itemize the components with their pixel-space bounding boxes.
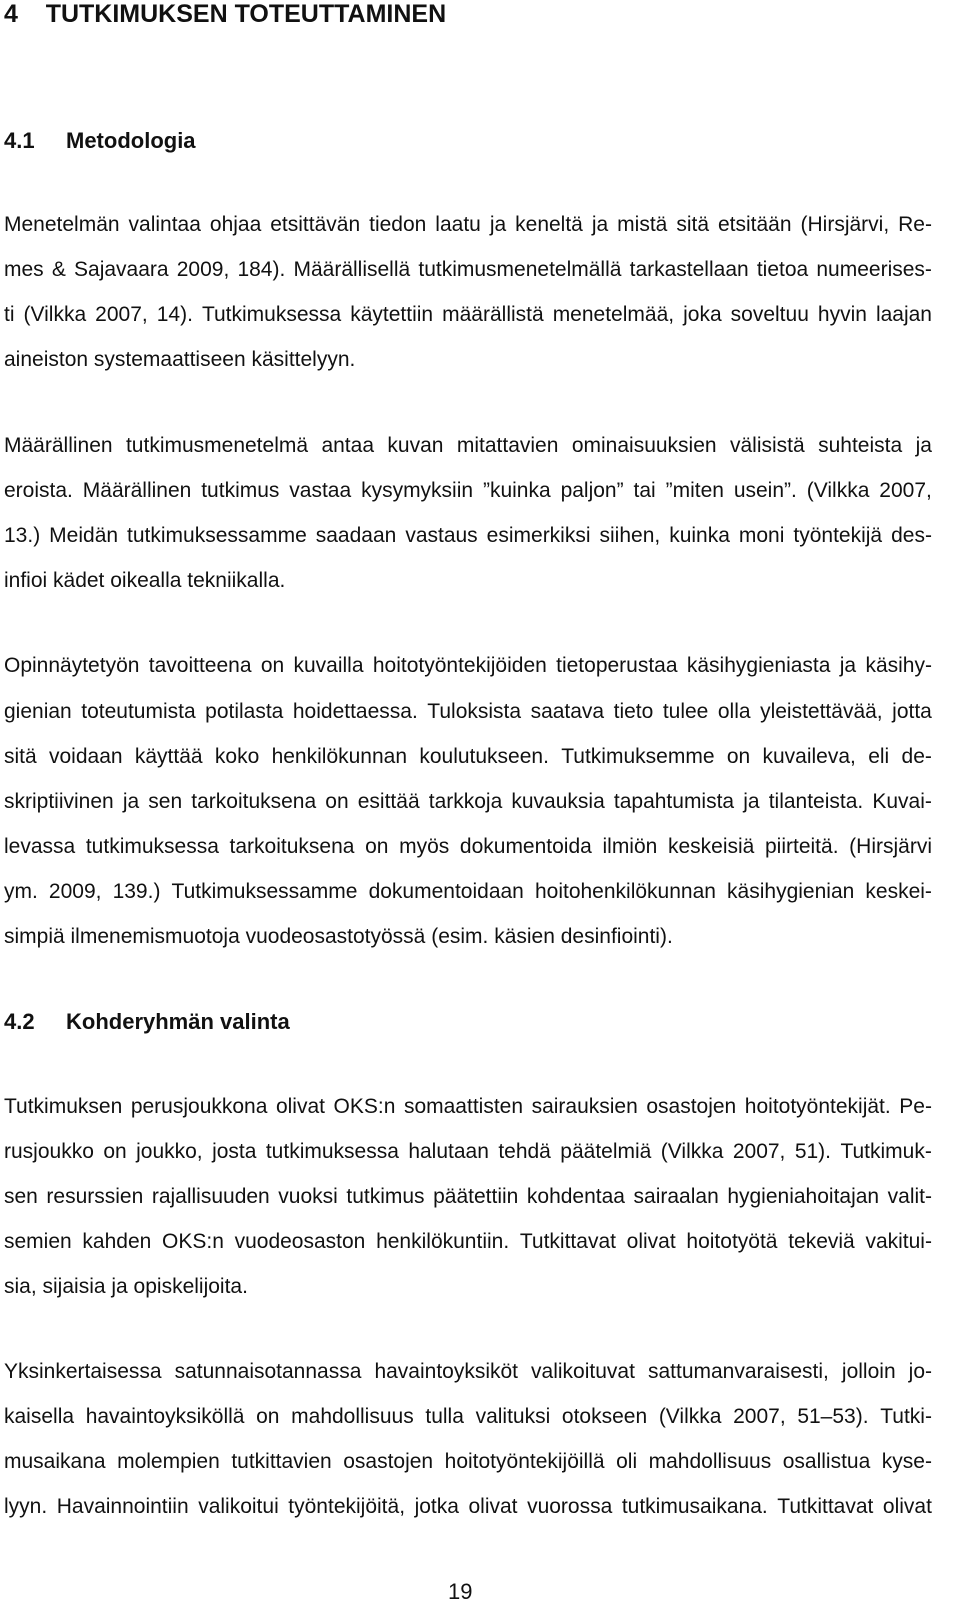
word: esimerkiksi	[486, 524, 591, 547]
word: Tuloksista	[427, 700, 522, 723]
word: tutkimuksessamme	[127, 524, 307, 547]
paragraph-2-line	[4, 432, 932, 460]
word: on	[103, 1140, 127, 1163]
chapter-heading	[4, 0, 446, 28]
word: Määrällisellä	[293, 258, 411, 281]
word: on	[325, 790, 349, 813]
word: 2007,	[95, 303, 148, 326]
word: hygieniahoitajan	[727, 1185, 880, 1208]
section-heading-4-2	[4, 1008, 290, 1036]
word: rajallisuuden	[151, 1185, 270, 1208]
word: tai	[633, 479, 656, 502]
word: ilmiön	[602, 835, 658, 858]
word: 51).	[794, 1140, 832, 1163]
paragraph-5-line	[4, 1448, 932, 1476]
word: on	[726, 745, 751, 768]
word: laajan	[875, 303, 932, 326]
paragraph-1-line: aineiston systemaattiseen käsittelyyn.	[4, 348, 356, 371]
word: Määrällinen	[4, 434, 113, 457]
word: lyyn.	[4, 1495, 48, 1518]
word: käsihygienian	[727, 880, 855, 903]
paragraph-1-line	[4, 301, 932, 329]
word: dokumentoida	[459, 835, 592, 858]
word: jotka	[414, 1495, 459, 1518]
word: tutkimusmenetelmä	[125, 434, 309, 457]
word: valit-	[887, 1185, 932, 1208]
word: tutkimus	[346, 1185, 425, 1208]
word: tarkoituksena	[229, 835, 355, 858]
paragraph-1-line	[4, 256, 932, 284]
word: vastaa	[289, 479, 352, 502]
word: Sajavaara	[74, 258, 169, 281]
word: somaattisten	[403, 1095, 524, 1118]
word: valikoituvat	[531, 1360, 635, 1383]
word: valituksi	[475, 1405, 551, 1428]
paragraph-4-line	[4, 1183, 932, 1211]
section-title: Kohderyhmän valinta	[66, 1009, 290, 1034]
word: Tutkimuk-	[840, 1140, 932, 1163]
word: olla	[717, 700, 751, 723]
word: ominaisuuksien	[571, 434, 717, 457]
word: etsittävän	[270, 213, 361, 236]
word: perusjoukkona	[130, 1095, 268, 1118]
word: kuinka	[669, 524, 730, 547]
chapter-title: TUTKIMUKSEN TOTEUTTAMINEN	[45, 0, 447, 28]
word: OKS:n	[333, 1095, 396, 1118]
word: hyvin	[817, 303, 867, 326]
word: 139.)	[112, 880, 161, 903]
word: Kuvai-	[872, 790, 932, 813]
paragraph-3-line	[4, 878, 932, 906]
word: tiedon	[369, 213, 427, 236]
word: havaintoyksiköt	[374, 1360, 519, 1383]
paragraph-3-line	[4, 833, 932, 861]
word: sitä	[676, 213, 709, 236]
word: kuvaileva,	[762, 745, 856, 768]
word: saatava	[530, 700, 605, 723]
word: josta	[212, 1140, 257, 1163]
word: jo-	[908, 1360, 932, 1383]
word: (Vilkka	[23, 303, 87, 326]
word: valintaa	[128, 213, 201, 236]
word: tulee	[662, 700, 709, 723]
word: Tutkimuksessa	[201, 303, 342, 326]
word: hoitotyöntekijät.	[744, 1095, 891, 1118]
word: moni	[738, 524, 785, 547]
word: osallistua	[782, 1450, 871, 1473]
word: tavoitteena	[148, 654, 252, 677]
word: esittää	[357, 790, 420, 813]
paragraph-4-line	[4, 1228, 932, 1256]
section-number: 4.1	[4, 128, 35, 153]
paragraph-2-line: infioi kädet oikealla tekniikalla.	[4, 569, 286, 592]
word: vuoksi	[278, 1185, 338, 1208]
word: eroista.	[4, 479, 73, 502]
word: skriptiivinen	[4, 790, 114, 813]
word: 51–53).	[797, 1405, 869, 1428]
word: vuorossa	[527, 1495, 613, 1518]
paragraph-3-line: simpiä ilmenemismuotoja vuodeosastotyössä (esim. käsien desinfiointi).	[4, 925, 673, 948]
word: 13.)	[4, 524, 41, 547]
word: tutkimusmenetelmällä	[418, 258, 622, 281]
word: kahden	[82, 1230, 152, 1253]
word: päätelmiä	[560, 1140, 652, 1163]
word: 2007,	[879, 479, 932, 502]
word: Yksinkertaisessa	[4, 1360, 162, 1383]
word: semien	[4, 1230, 72, 1253]
word: olivat	[468, 1495, 518, 1518]
word: Meidän	[49, 524, 119, 547]
word: ti	[4, 303, 15, 326]
word: myös	[399, 835, 450, 858]
word: sen	[4, 1185, 38, 1208]
word: tapahtumista	[613, 790, 735, 813]
word: etsitään	[717, 213, 792, 236]
word: numeerises-	[816, 258, 932, 281]
word: osastojen	[646, 1095, 737, 1118]
word: jotta	[892, 700, 932, 723]
word: tutkimuksessa	[85, 835, 219, 858]
word: joukko,	[136, 1140, 203, 1163]
word: tarkastellaan	[629, 258, 749, 281]
word: Tutkimuksen	[4, 1095, 123, 1118]
word: vuodeosaston	[234, 1230, 366, 1253]
word: keskeisiä	[667, 835, 755, 858]
word: de-	[901, 745, 932, 768]
word: määrällistä	[442, 303, 544, 326]
word: voidaan	[49, 745, 123, 768]
word: on	[256, 1405, 280, 1428]
word: koko	[214, 745, 260, 768]
word: joka	[683, 303, 722, 326]
word: kuvan	[387, 434, 444, 457]
word: tieto	[613, 700, 654, 723]
word: kuvauksia	[511, 790, 605, 813]
word: paljon”	[560, 479, 624, 502]
word: (Vilkka	[658, 1405, 722, 1428]
word: tarkkoja	[428, 790, 503, 813]
paragraph-3-line	[4, 652, 932, 680]
word: kaisella	[4, 1405, 75, 1428]
word: tutkimusaikana.	[621, 1495, 768, 1518]
word: käyttää	[134, 745, 203, 768]
word: vakitui-	[865, 1230, 932, 1253]
chapter-number: 4	[4, 0, 18, 28]
word: vastaus	[405, 524, 478, 547]
word: olivat	[275, 1095, 325, 1118]
word: (Hirsjärvi	[849, 835, 932, 858]
word: dokumentoidaan	[368, 880, 524, 903]
word: toteutumista	[81, 700, 196, 723]
word: henkilökunnan	[271, 745, 408, 768]
section-number: 4.2	[4, 1009, 35, 1034]
word: hoitotyötä	[686, 1230, 778, 1253]
word: hoitotyöntekijöiden	[372, 654, 547, 677]
word: on	[365, 835, 389, 858]
word: työntekijä	[793, 524, 883, 547]
paragraph-3-line	[4, 698, 932, 726]
word: antaa	[321, 434, 375, 457]
word: Tutkimuksessamme	[171, 880, 358, 903]
word: havaintoyksiköllä	[85, 1405, 245, 1428]
word: kuvailla	[293, 654, 364, 677]
word: (Vilkka	[806, 479, 870, 502]
word: oli	[616, 1450, 638, 1473]
word: tulla	[425, 1405, 464, 1428]
word: tekeviä	[788, 1230, 855, 1253]
word: ja	[122, 790, 140, 813]
paragraph-2-line	[4, 522, 932, 550]
paragraph-5-line	[4, 1403, 932, 1431]
word: kysymyksiin	[361, 479, 474, 502]
word: käsihygieniasta	[686, 654, 831, 677]
word: ohjaa	[209, 213, 262, 236]
word: päätettiin	[433, 1185, 519, 1208]
word: koulutukseen.	[419, 745, 549, 768]
word: on	[260, 654, 285, 677]
word: (Vilkka	[660, 1140, 724, 1163]
word: laatu	[435, 213, 481, 236]
word: des-	[891, 524, 932, 547]
word: henkilökuntiin.	[376, 1230, 510, 1253]
word: tarkoituksena	[191, 790, 317, 813]
paragraph-2-line	[4, 477, 932, 505]
word: halutaan	[408, 1140, 489, 1163]
word: usein”.	[733, 479, 797, 502]
word: mitattavien	[456, 434, 559, 457]
word: tutkimus	[201, 479, 280, 502]
word: 2009,	[176, 258, 230, 281]
word: eli	[868, 745, 890, 768]
section-heading-4-1	[4, 127, 196, 155]
word: 2007,	[732, 1140, 786, 1163]
paragraph-3-line	[4, 788, 932, 816]
word: siihen,	[599, 524, 661, 547]
word: 184).	[237, 258, 286, 281]
word: suhteista	[818, 434, 903, 457]
word: molempien	[117, 1450, 220, 1473]
word: mahdollisuus	[648, 1450, 772, 1473]
word: käytettiin	[350, 303, 434, 326]
word: (Hirsjärvi,	[800, 213, 890, 236]
word: valikoitui	[198, 1495, 279, 1518]
word: yleistettävää,	[760, 700, 883, 723]
word: Tutkittavat	[777, 1495, 874, 1518]
word: sen	[148, 790, 183, 813]
word: OKS:n	[162, 1230, 224, 1253]
word: ”kuinka	[482, 479, 551, 502]
word: jolloin	[841, 1360, 896, 1383]
word: Tutkittavat	[519, 1230, 616, 1253]
word: ”miten	[665, 479, 724, 502]
word: ja	[489, 213, 507, 236]
paragraph-4-line: sia, sijaisia ja opiskelijoita.	[4, 1275, 248, 1298]
word: tehdä	[498, 1140, 551, 1163]
word: olivat	[626, 1230, 676, 1253]
word: käsihy-	[865, 654, 932, 677]
word: potilasta	[205, 700, 284, 723]
word: tutkimuksessa	[265, 1140, 399, 1163]
word: satunnaisotannassa	[174, 1360, 362, 1383]
word: Pe-	[899, 1095, 932, 1118]
word: osastojen	[343, 1450, 434, 1473]
word: saadaan	[315, 524, 397, 547]
word: Opinnäytetyön	[4, 654, 140, 677]
word: ja	[915, 434, 932, 457]
word: Menetelmän	[4, 213, 120, 236]
page-number: 19	[448, 1579, 473, 1604]
word: resurssien	[46, 1185, 144, 1208]
word: kyse-	[881, 1450, 932, 1473]
word: mistä	[617, 213, 668, 236]
word: &	[51, 258, 66, 281]
word: otokseen	[561, 1405, 648, 1428]
word: hoitotyöntekijöillä	[444, 1450, 605, 1473]
word: hoitohenkilökunnan	[534, 880, 716, 903]
word: menetelmää,	[552, 303, 675, 326]
word: keskei-	[865, 880, 932, 903]
paragraph-4-line	[4, 1093, 932, 1121]
word: musaikana	[4, 1450, 106, 1473]
word: sairauksien	[531, 1095, 638, 1118]
word: keneltä	[515, 213, 583, 236]
word: sattumanvaraisesti,	[647, 1360, 829, 1383]
word: sairaalan	[633, 1185, 719, 1208]
word: Havainnointiin	[56, 1495, 189, 1518]
paragraph-4-line	[4, 1138, 932, 1166]
word: soveltuu	[730, 303, 809, 326]
word: piirteitä.	[765, 835, 839, 858]
word: tietoa	[756, 258, 809, 281]
word: ja	[839, 654, 857, 677]
word: mahdollisuus	[291, 1405, 414, 1428]
section-title: Metodologia	[66, 128, 196, 153]
word: tutkittavien	[231, 1450, 332, 1473]
word: tilanteista.	[768, 790, 864, 813]
word: olivat	[882, 1495, 932, 1518]
word: 2009,	[48, 880, 102, 903]
word: gienian	[4, 700, 72, 723]
word: ym.	[4, 880, 38, 903]
word: Re-	[898, 213, 932, 236]
paragraph-3-line	[4, 743, 932, 771]
word: rusjoukko	[4, 1140, 94, 1163]
word: 2007,	[733, 1405, 786, 1428]
word: ja	[743, 790, 760, 813]
word: kohdentaa	[526, 1185, 625, 1208]
word: 14).	[156, 303, 193, 326]
word: työntekijöitä,	[288, 1495, 406, 1518]
word: levassa	[4, 835, 76, 858]
paragraph-5-line	[4, 1358, 932, 1386]
word: Määrällinen	[82, 479, 192, 502]
word: Tutki-	[880, 1405, 932, 1428]
word: sitä	[4, 745, 37, 768]
word: hoidettaessa.	[292, 700, 418, 723]
word: Tutkimuksemme	[561, 745, 715, 768]
paragraph-5-line	[4, 1493, 932, 1521]
word: mes	[4, 258, 44, 281]
word: tietoperustaa	[556, 654, 678, 677]
word: välisistä	[729, 434, 805, 457]
word: ja	[591, 213, 609, 236]
paragraph-1-line	[4, 211, 932, 239]
